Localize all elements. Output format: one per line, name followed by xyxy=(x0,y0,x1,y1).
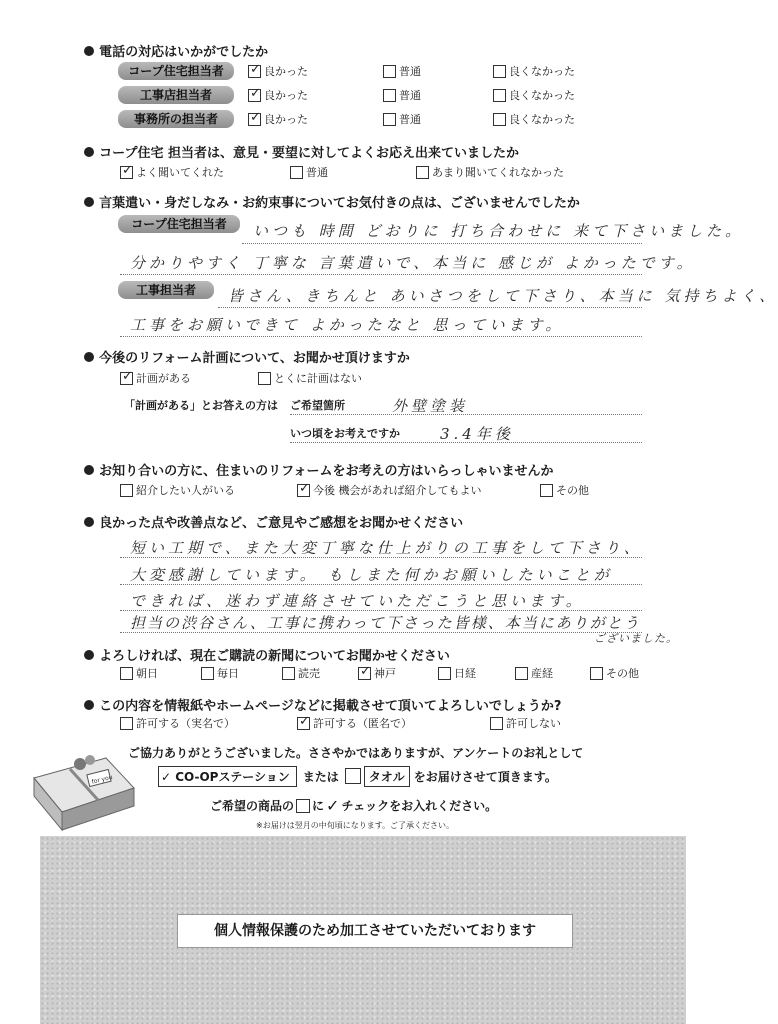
gift-line3-a: ご希望の商品の xyxy=(210,799,295,813)
q6-answer-line1: 短い工期で、また大変丁寧な仕上がりの工事をして下さり、 xyxy=(130,539,643,557)
q5-opt3-checkbox[interactable] xyxy=(540,484,553,497)
q2-heading: コープ住宅 担当者は、意見・要望に対してよくお応え出来ていましたか xyxy=(84,142,519,161)
check-icon: ✓ xyxy=(122,163,133,178)
q1-row3-label: 事務所の担当者 xyxy=(118,110,234,128)
divider xyxy=(120,274,642,275)
gift-line2 xyxy=(158,766,557,786)
check-icon: ✓ xyxy=(122,369,133,384)
q2-opt1-label: よく聞いてくれた xyxy=(136,166,224,179)
q6-heading: 良かった点や改善点など、ご意見やご感想をお聞かせください xyxy=(84,512,463,531)
check-icon: ✓ xyxy=(250,62,261,77)
q8-opt3-checkbox[interactable] xyxy=(490,717,503,730)
q1-row2-label: 工事店担当者 xyxy=(118,86,234,104)
q8-opt3-label: 許可しない xyxy=(506,717,561,730)
check-icon: ✓ xyxy=(299,481,310,496)
q4-when-value: 3.4年後 xyxy=(440,425,514,443)
q7-opt3-checkbox[interactable] xyxy=(282,667,295,680)
q4-when-label: いつ頃をお考えですか xyxy=(290,427,400,440)
check-icon: ✓ xyxy=(299,714,310,729)
q5-opt3-label: その他 xyxy=(556,484,589,497)
q8-opt1-label: 許可する（実名で） xyxy=(136,717,235,730)
q4-sub-label: 「計画がある」とお答えの方は xyxy=(124,399,278,412)
divider xyxy=(290,442,642,443)
q7-opt2-checkbox[interactable] xyxy=(201,667,214,680)
q7-opt6-checkbox[interactable] xyxy=(515,667,528,680)
gift-tag: for you xyxy=(90,773,114,786)
sample-checkbox xyxy=(296,799,310,813)
q1-row1-opt1-checkbox[interactable] xyxy=(248,62,261,78)
q3-builder-label: 工事担当者 xyxy=(118,281,214,299)
bullet-icon xyxy=(84,650,94,660)
q7-opt7-label: その他 xyxy=(606,667,639,680)
q1-row3-opt1-label: 良かった xyxy=(264,113,308,126)
gift-line3-c: チェックをお入れください。 xyxy=(341,799,498,813)
q6-answer-line3: できれば、迷わず連絡させていただこうと思います。 xyxy=(130,592,585,610)
q5-opt2-label: 今後 機会があれば紹介してもよい xyxy=(313,484,482,497)
q8-opt1-checkbox[interactable] xyxy=(120,717,133,730)
q7-opt4-label: 神戸 xyxy=(374,667,396,680)
privacy-notice: 個人情報保護のため加工させていただいております xyxy=(177,914,573,948)
gift-option-coop[interactable] xyxy=(158,766,297,787)
bullet-icon xyxy=(84,700,94,710)
check-icon: ✓ xyxy=(161,769,172,784)
q1-row1-opt3-label: 良くなかった xyxy=(509,65,575,78)
divider xyxy=(120,336,642,337)
q2-opt3-checkbox[interactable] xyxy=(416,166,429,179)
check-icon: ✓ xyxy=(250,86,261,101)
gift-or: または xyxy=(302,769,339,784)
bullet-icon xyxy=(84,517,94,527)
gift-line3 xyxy=(210,796,497,815)
bullet-icon xyxy=(84,197,94,207)
q7-opt7-checkbox[interactable] xyxy=(590,667,603,680)
divider xyxy=(120,584,642,585)
q5-opt1-label: 紹介したい人がいる xyxy=(136,484,235,497)
divider xyxy=(120,557,642,558)
q2-opt2-checkbox[interactable] xyxy=(290,166,303,179)
q2-opt2-label: 普通 xyxy=(306,166,328,179)
q7-heading: よろしければ、現在ご購読の新聞についてお聞かせください xyxy=(84,645,450,664)
q1-row1-opt2-label: 普通 xyxy=(399,65,421,78)
bullet-icon xyxy=(84,352,94,362)
bullet-icon xyxy=(84,147,94,157)
divider xyxy=(120,632,642,633)
q3-coop-answer-line1: いつも 時間 どおりに 打ち合わせに 来て下さいました。 xyxy=(253,222,745,240)
q4-heading: 今後のリフォーム計画について、お聞かせ頂けますか xyxy=(84,347,410,366)
q7-opt1-label: 朝日 xyxy=(136,667,158,680)
q7-opt5-checkbox[interactable] xyxy=(438,667,451,680)
bullet-icon xyxy=(84,465,94,475)
q4-opt1-checkbox[interactable] xyxy=(120,369,133,385)
gift-line1: ご協力ありがとうございました。ささやかではありますが、アンケートのお礼として xyxy=(128,746,584,760)
check-icon: ✓ xyxy=(326,796,340,815)
q2-opt1-checkbox[interactable] xyxy=(120,163,133,179)
gift-note: ※お届けは翌月の中旬頃になります。ご了承ください。 xyxy=(256,821,455,830)
q6-answer-line4: 担当の渋谷さん、工事に携わって下さった皆様、本当にありがとう xyxy=(130,614,641,632)
divider xyxy=(242,243,642,244)
check-icon: ✓ xyxy=(250,110,261,125)
divider xyxy=(120,610,642,611)
q5-heading: お知り合いの方に、住まいのリフォームをお考えの方はいらっしゃいませんか xyxy=(84,460,553,479)
q1-row1-opt3-checkbox[interactable] xyxy=(493,65,506,78)
q6-answer-line5: ございました。 xyxy=(594,632,678,645)
q6-answer-line2: 大変感謝しています。 もしまた何かお願いしたいことが xyxy=(130,566,613,584)
q1-heading: 電話の対応はいかがでしたか xyxy=(84,41,268,60)
gift-line2-suffix: をお届けさせて頂きます。 xyxy=(413,769,557,784)
q7-opt6-label: 産経 xyxy=(531,667,553,680)
q1-row3-opt2-label: 普通 xyxy=(399,113,421,126)
check-icon: ✓ xyxy=(360,664,371,679)
q3-heading: 言葉遣い・身だしなみ・お約束事についてお気付きの点は、ございませんでしたか xyxy=(84,192,580,211)
q1-row2-opt1-label: 良かった xyxy=(264,89,308,102)
q2-opt3-label: あまり聞いてくれなかった xyxy=(432,166,564,179)
q3-coop-answer-line2: 分かりやすく 丁寧な 言葉遣いで、本当に 感じが よかったです。 xyxy=(130,254,696,272)
q5-opt2-checkbox[interactable] xyxy=(297,481,310,497)
q7-opt5-label: 日経 xyxy=(454,667,476,680)
q8-opt2-checkbox[interactable] xyxy=(297,714,310,730)
q7-opt2-label: 毎日 xyxy=(217,667,239,680)
gift-option-towel-checkbox[interactable] xyxy=(345,768,361,784)
gift-option-towel-label: タオル xyxy=(364,766,410,787)
divider xyxy=(218,307,642,308)
q1-row1-label: コープ住宅担当者 xyxy=(118,62,234,80)
q3-builder-answer-line2: 工事をお願いできて よかったなと 思っています。 xyxy=(130,316,565,334)
q8-heading: この内容を情報紙やホームページなどに掲載させて頂いてよろしいでしょうか? xyxy=(84,695,561,714)
q3-coop-label: コープ住宅担当者 xyxy=(118,215,240,233)
gift-box-icon xyxy=(28,738,138,833)
q7-opt3-label: 読売 xyxy=(298,667,320,680)
q1-row2-opt3-checkbox[interactable] xyxy=(493,89,506,102)
q4-opt1-label: 計画がある xyxy=(136,372,191,385)
q1-row1-opt2-checkbox[interactable] xyxy=(383,65,396,78)
q7-opt1-checkbox[interactable] xyxy=(120,667,133,680)
q8-opt2-label: 許可する（匿名で） xyxy=(313,717,412,730)
q1-row2-opt1-checkbox[interactable] xyxy=(248,86,261,102)
q5-opt1-checkbox[interactable] xyxy=(120,484,133,497)
q1-row3-opt3-checkbox[interactable] xyxy=(493,113,506,126)
gift-line3-b: に xyxy=(312,799,325,813)
q4-opt2-label: とくに計画はない xyxy=(274,372,362,385)
q1-row2-opt2-checkbox[interactable] xyxy=(383,89,396,102)
q3-builder-answer-line1: 皆さん、きちんと あいさつをして下さり、本当に 気持ちよく、 xyxy=(228,287,778,305)
q1-row3-opt2-checkbox[interactable] xyxy=(383,113,396,126)
q1-row3-opt3-label: 良くなかった xyxy=(509,113,575,126)
divider xyxy=(290,414,642,415)
bullet-icon xyxy=(84,46,94,56)
q1-row2-opt3-label: 良くなかった xyxy=(509,89,575,102)
gift-option-coop-label: CO-OPステーション xyxy=(175,769,290,784)
q1-row1-opt1-label: 良かった xyxy=(264,65,308,78)
q7-opt4-checkbox[interactable] xyxy=(358,664,371,680)
q1-row2-opt2-label: 普通 xyxy=(399,89,421,102)
q1-row3-opt1-checkbox[interactable] xyxy=(248,110,261,126)
q4-place-label: ご希望箇所 xyxy=(290,399,345,412)
q4-opt2-checkbox[interactable] xyxy=(258,372,271,385)
q4-place-value: 外壁塗装 xyxy=(392,397,469,415)
